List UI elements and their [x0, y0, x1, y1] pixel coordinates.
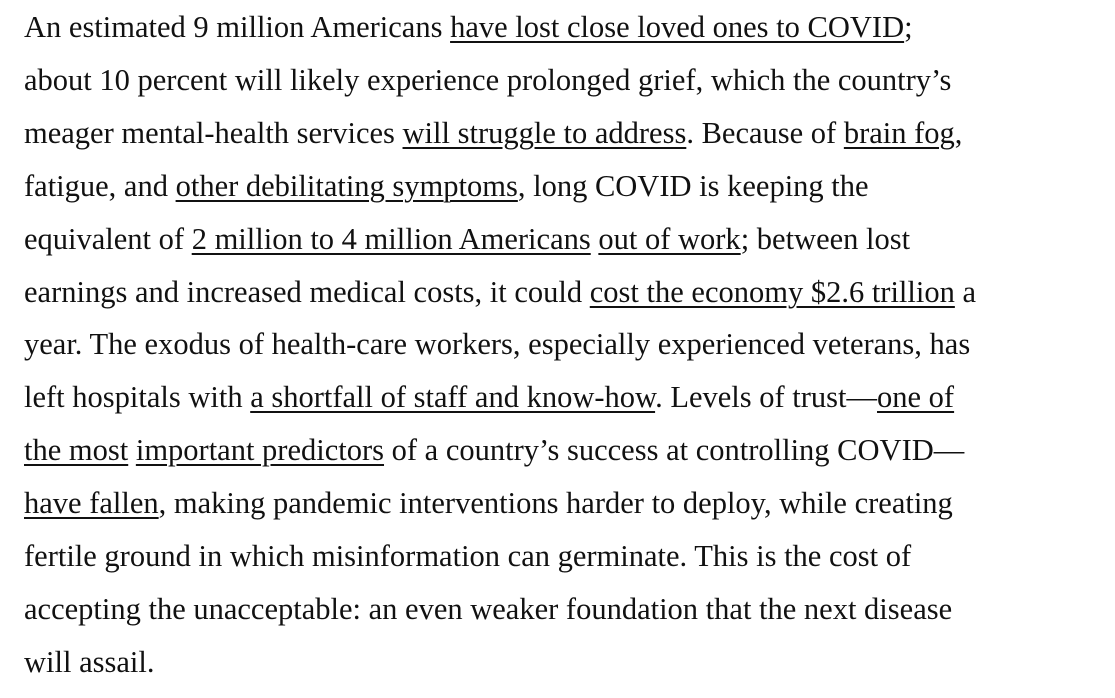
paragraph-text: , — [954, 115, 963, 150]
paragraph-text: . Because of — [686, 115, 844, 150]
paragraph-line — [24, 168, 869, 204]
paragraph-text: year. The exodus of health-care workers, especially experienced veterans, has — [24, 327, 971, 362]
paragraph-text: of a country’s success at controlling COVID— — [384, 433, 965, 468]
paragraph-line — [24, 115, 962, 151]
inline-link[interactable]: the most — [24, 433, 129, 468]
paragraph-text: equivalent of — [24, 221, 192, 256]
inline-link[interactable]: 2 million to 4 million Americans — [191, 221, 591, 256]
inline-link[interactable]: out of work — [598, 221, 741, 256]
paragraph-text: earnings and increased medical costs, it could — [24, 274, 590, 309]
paragraph-text: about 10 percent will likely experience prolonged grief, which the country’s — [24, 62, 952, 97]
paragraph-line — [24, 591, 952, 627]
inline-link[interactable]: brain fog — [843, 115, 955, 150]
inline-link[interactable]: one of — [877, 380, 955, 415]
paragraph-text: An estimated 9 million Americans — [24, 10, 451, 44]
paragraph-text: left hospitals with — [24, 380, 251, 415]
inline-link[interactable]: have fallen — [24, 486, 159, 521]
paragraph-text: a — [954, 274, 977, 309]
paragraph-text — [128, 433, 136, 467]
paragraph-text: meager mental-health services — [24, 115, 403, 150]
paragraph-line — [24, 432, 964, 468]
paragraph-text: fatigue, and — [24, 168, 176, 203]
paragraph-line — [24, 485, 953, 521]
inline-link[interactable]: have lost close loved ones to COVID — [450, 10, 905, 44]
paragraph-text: ; between lost — [740, 221, 911, 256]
paragraph-line — [24, 644, 154, 680]
paragraph-line — [24, 326, 970, 362]
paragraph-text: , long COVID is keeping the — [517, 168, 869, 203]
inline-link[interactable]: other debilitating symptoms — [175, 168, 518, 203]
paragraph-line — [24, 221, 910, 257]
paragraph-line — [24, 379, 954, 415]
inline-link[interactable]: a shortfall of staff and know-how — [250, 380, 656, 415]
paragraph-text: ; — [904, 10, 913, 44]
paragraph-text: , making pandemic interventions harder to deploy, while creating — [158, 486, 953, 521]
paragraph-line — [24, 9, 913, 45]
paragraph-line — [24, 62, 951, 98]
inline-link[interactable]: important predictors — [135, 433, 385, 468]
paragraph-line — [24, 274, 976, 310]
paragraph-text: fertile ground in which misinformation can germinate. This is the cost of — [24, 539, 912, 573]
inline-link[interactable]: will struggle to address — [402, 115, 687, 150]
paragraph-line — [24, 538, 911, 574]
paragraph-text: accepting the unacceptable: an even weaker foundation that the next disease — [24, 591, 953, 626]
paragraph-text: will assail. — [24, 644, 155, 679]
inline-link[interactable]: cost the economy $2.6 trillion — [589, 274, 955, 309]
paragraph-text: . Levels of trust— — [655, 380, 878, 415]
